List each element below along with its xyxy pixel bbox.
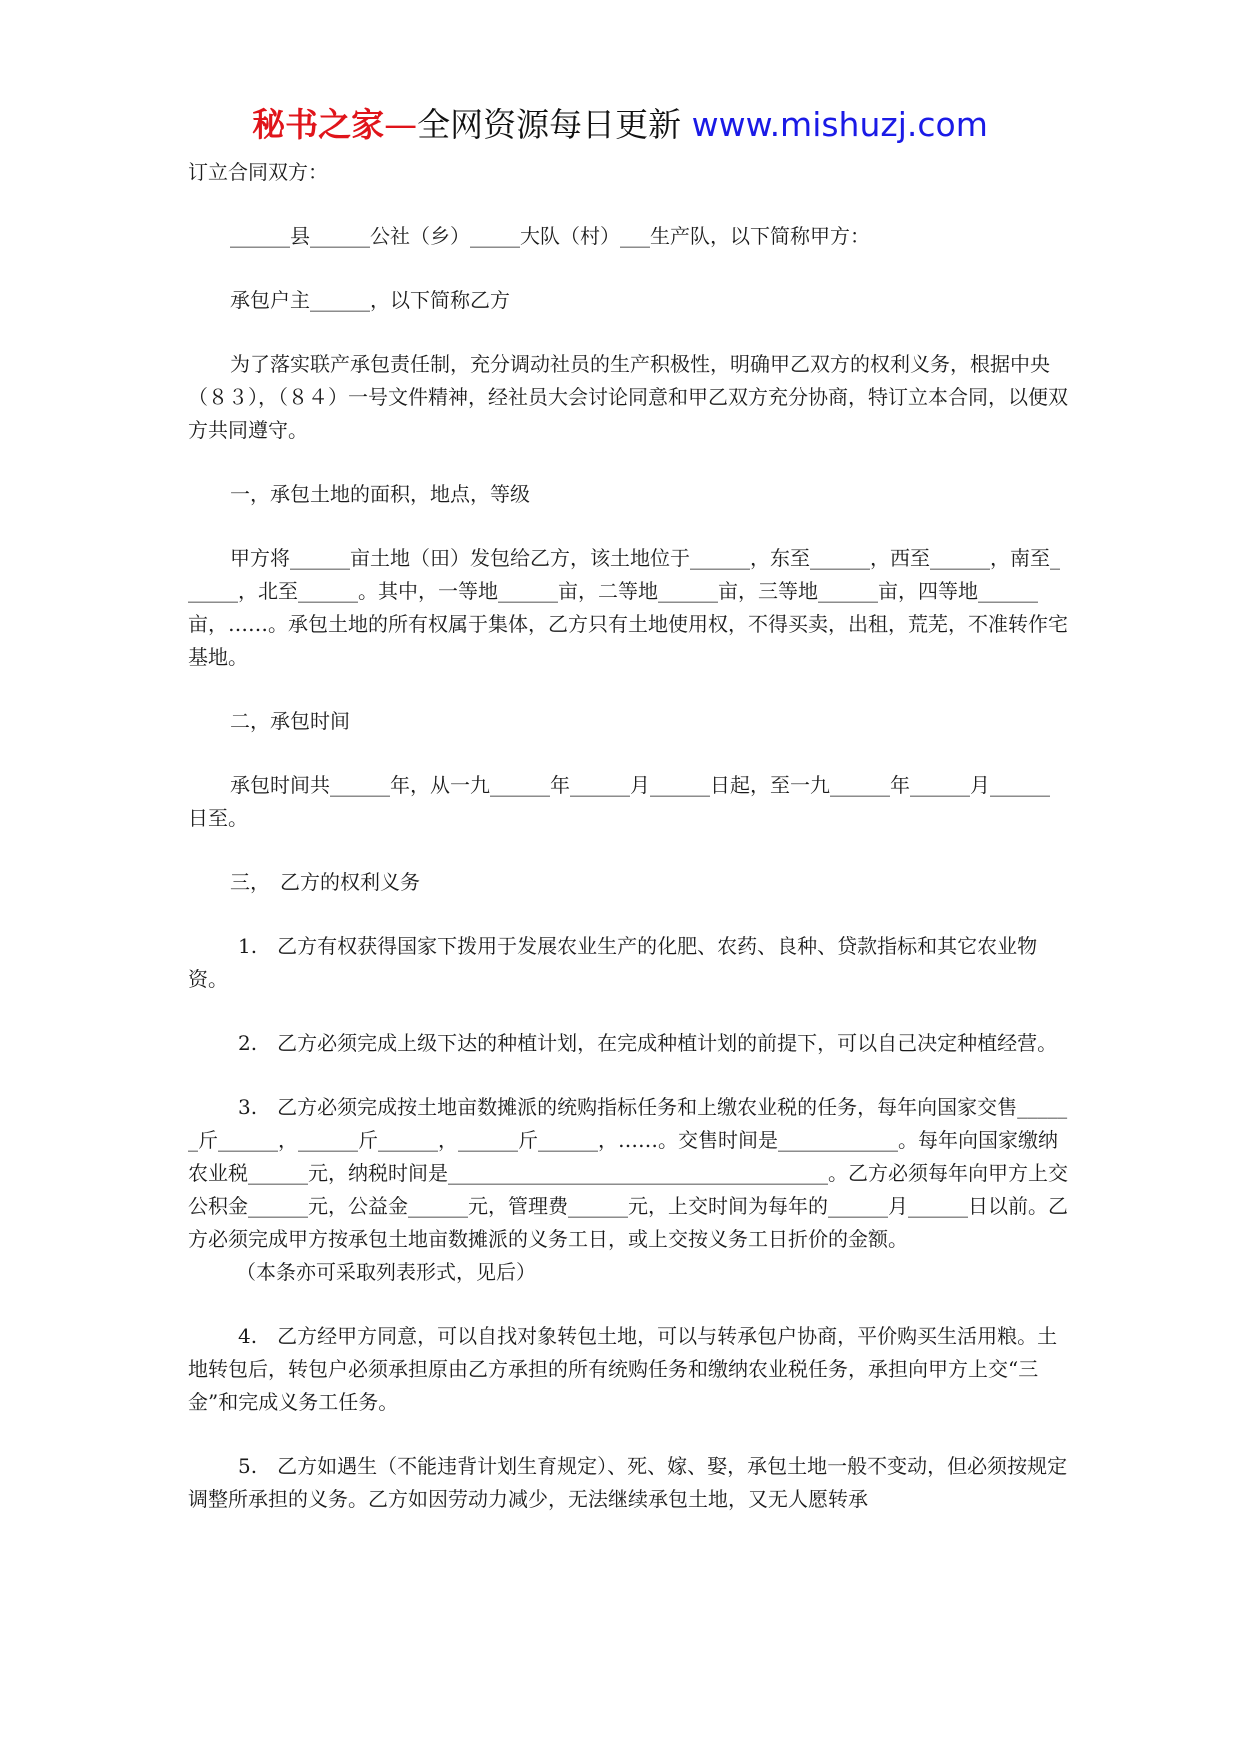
party-a-line: ______县______公社（乡）_____大队（村）___生产队，以下简称甲方： bbox=[230, 224, 870, 248]
section-2-body: 承包时间共______年，从一九______年______月______日起，至一九______年______月______日至。 bbox=[188, 773, 1050, 830]
contract-body bbox=[188, 156, 1068, 1516]
brand-name: 秘书之家 bbox=[252, 105, 385, 144]
parties-heading: 订立合同双方： bbox=[188, 160, 328, 184]
party-b-line: 承包户主______，以下简称乙方 bbox=[230, 288, 510, 312]
clause-1: 1. 乙方有权获得国家下拨用于发展农业生产的化肥、农药、良种、贷款指标和其它农业物资。 bbox=[188, 934, 1038, 991]
header-slogan: 全网资源每日更新 bbox=[417, 105, 692, 144]
section-1-body: 甲方将______亩土地（田）发包给乙方，该土地位于______，东至______，西至______，南至______，北至______。其中，一等地______亩，二等地______亩，三等地______亩，四等地______亩，……。承包土地的所有权属于集体，乙方只有土地使用权，不得买卖，出租，荒芜，不准转作宅基地。 bbox=[188, 546, 1068, 669]
preamble-paragraph: 为了落实联产承包责任制，充分调动社员的生产积极性，明确甲乙双方的权利义务，根据中央（８３），（８４）一号文件精神，经社员大会讨论同意和甲乙双方充分协商，特订立本合同，以便双方共同遵守。 bbox=[188, 352, 1068, 442]
clause-5: 5. 乙方如遇生（不能违背计划生育规定）、死、嫁、娶，承包土地一般不变动，但必须按规定调整所承担的义务。乙方如因劳动力减少，无法继续承包土地，又无人愿转承 bbox=[188, 1454, 1068, 1511]
section-1-heading: 一，承包土地的面积，地点，等级 bbox=[230, 482, 530, 506]
clause-2: 2. 乙方必须完成上级下达的种植计划，在完成种植计划的前提下，可以自己决定种植经营。 bbox=[238, 1031, 1058, 1055]
clause-3: 3. 乙方必须完成按土地亩数摊派的统购指标任务和上缴农业税的任务，每年向国家交售______斤______，______斤______，______斤______，……。交售时间是____________。每年向国家缴纳农业税______元，纳税时间是______________________________________。乙方必须每年向甲方上交公积金______元，公益金______元，管理费______元，上交时间为每年的______月______日以前。乙方必须完成甲方按承包土地亩数摊派的义务工日，或上交按义务工日折价的金额。 bbox=[188, 1095, 1068, 1251]
header-dash: — bbox=[384, 105, 418, 144]
clause-4: 4. 乙方经甲方同意，可以自找对象转包土地，可以与转承包户协商，平价购买生活用粮。土地转包后，转包户必须承担原由乙方承担的所有统购任务和缴纳农业税任务，承担向甲方上交“三金”和完成义务工任务。 bbox=[188, 1324, 1058, 1414]
section-2-heading: 二，承包时间 bbox=[230, 709, 350, 733]
site-header-banner bbox=[0, 100, 1240, 150]
clause-3-note: （本条亦可采取列表形式，见后） bbox=[236, 1260, 536, 1284]
section-3-heading: 三， 乙方的权利义务 bbox=[230, 870, 420, 894]
site-url-link[interactable]: www.mishuzj.com bbox=[691, 105, 988, 144]
